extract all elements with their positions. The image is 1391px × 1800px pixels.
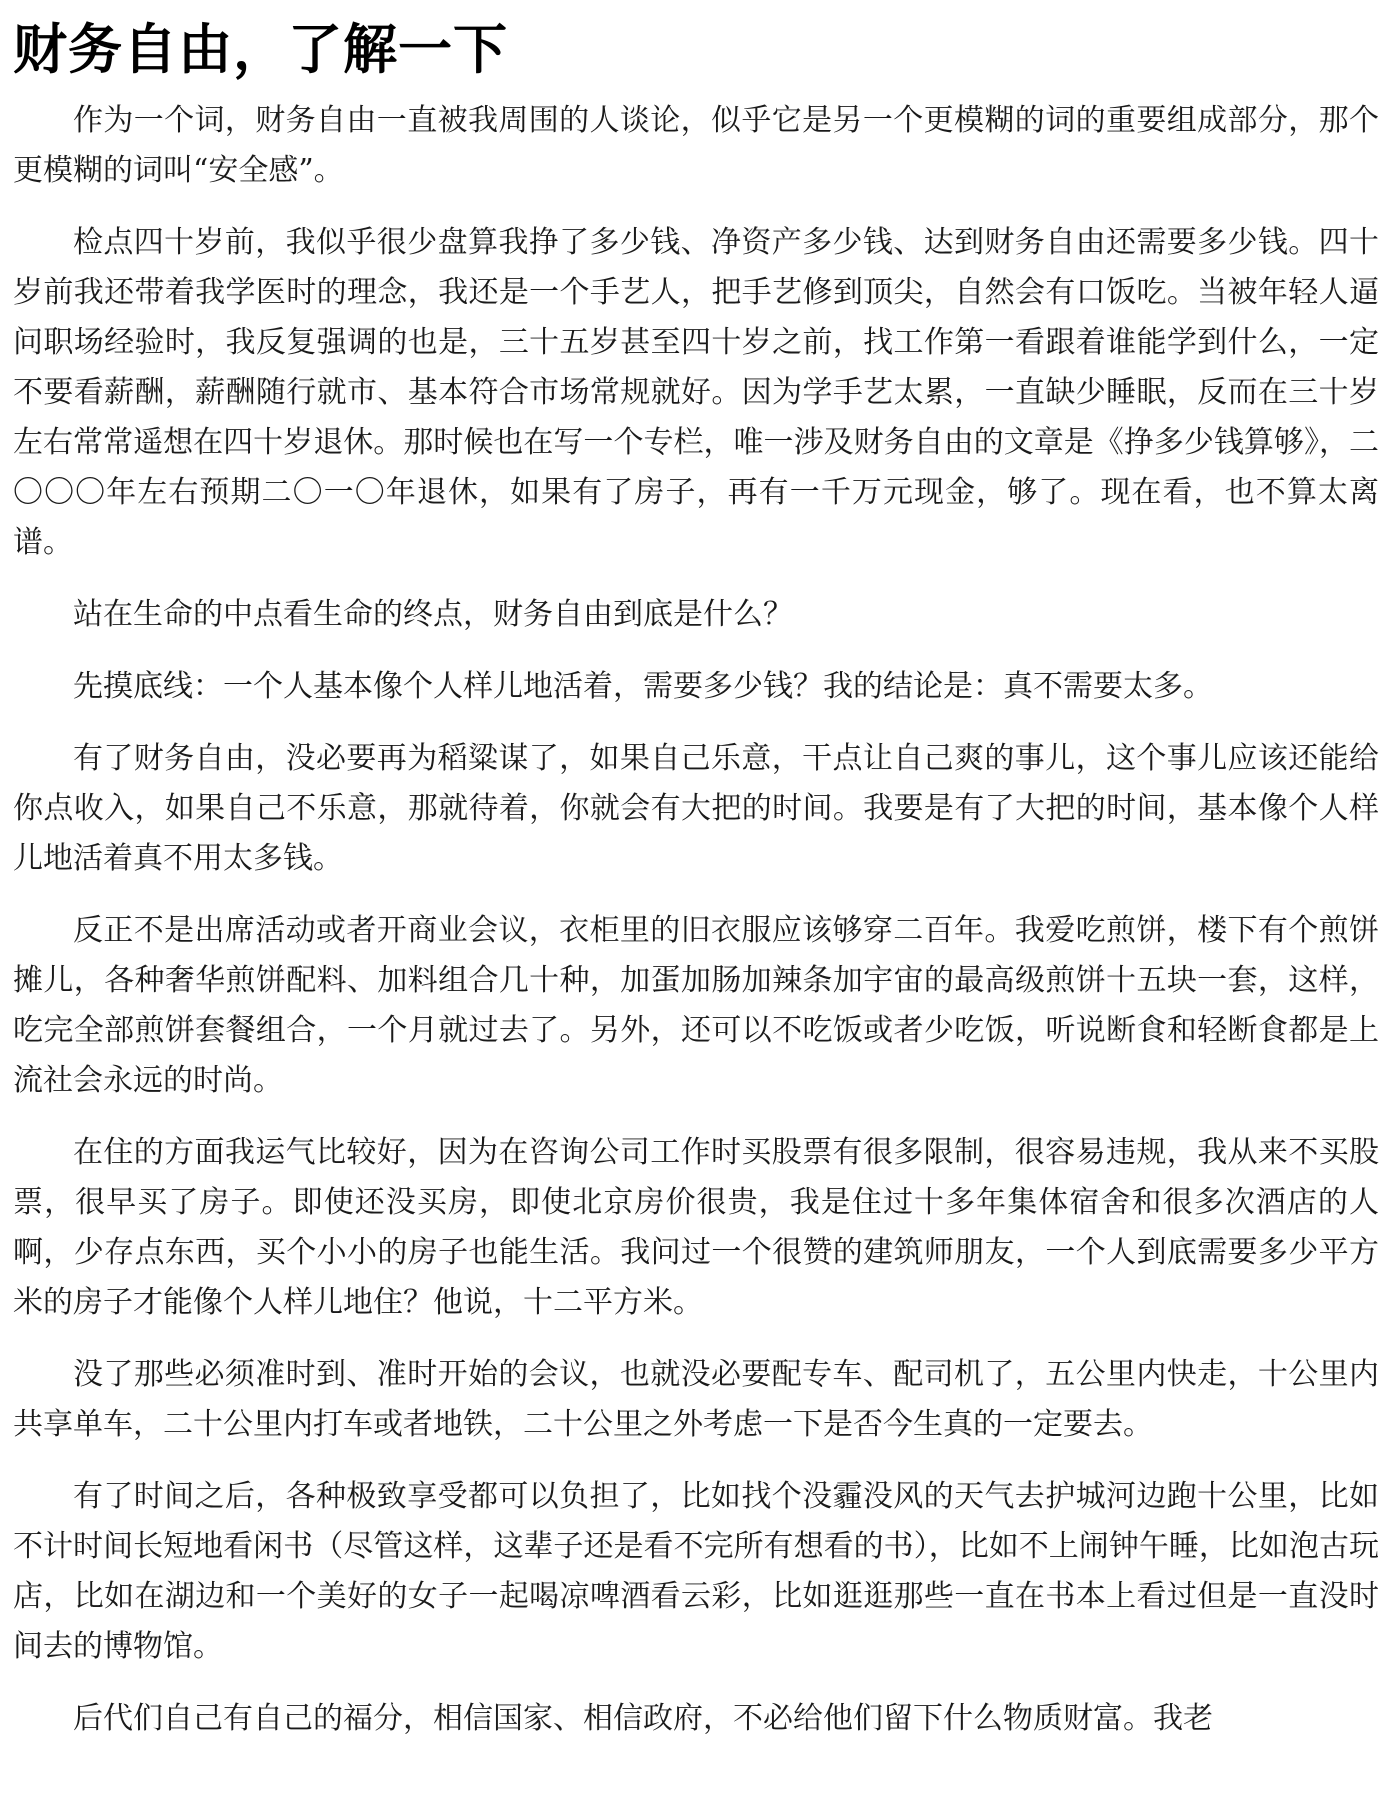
paragraph-10: 后代们自己有自己的福分，相信国家、相信政府，不必给他们留下什么物质财富。我老: [73, 1701, 1213, 1736]
paragraph-8: 没了那些必须准时到、准时开始的会议，也就没必要配专车、配司机了，五公里内快走，十公里内共享单车，二十公里内打车或者地铁，二十公里之外考虑一下是否今生真的一定要去。: [13, 1357, 1379, 1442]
paragraph-9: 有了时间之后，各种极致享受都可以负担了，比如找个没霾没风的天气去护城河边跑十公里，比如不计时间长短地看闲书（尽管这样，这辈子还是看不完所有想看的书），比如不上闹钟午睡，比如泡古玩店，比如在湖边和一个美好的女子一起喝凉啤酒看云彩，比如逛逛那些一直在书本上看过但是一直没时间去的博物馆。: [13, 1479, 1379, 1664]
paragraph-5: 有了财务自由，没必要再为稻粱谋了，如果自己乐意，干点让自己爽的事儿，这个事儿应该还能给你点收入，如果自己不乐意，那就待着，你就会有大把的时间。我要是有了大把的时间，基本像个人样儿地活着真不用太多钱。: [13, 741, 1379, 876]
article-title: 财务自由，了解一下: [13, 18, 508, 81]
paragraph-3: 站在生命的中点看生命的终点，财务自由到底是什么？: [73, 597, 793, 632]
paragraph-1: 作为一个词，财务自由一直被我周围的人谈论，似乎它是另一个更模糊的词的重要组成部分，那个更模糊的词叫“安全感”。: [13, 103, 1379, 188]
paragraph-2: 检点四十岁前，我似乎很少盘算我挣了多少钱、净资产多少钱、达到财务自由还需要多少钱。四十岁前我还带着我学医时的理念，我还是一个手艺人，把手艺修到顶尖，自然会有口饭吃。当被年轻人逼问职场经验时，我反复强调的也是，三十五岁甚至四十岁之前，找工作第一看跟着谁能学到什么，一定不要看薪酬，薪酬随行就市、基本符合市场常规就好。因为学手艺太累，一直缺少睡眠，反而在三十岁左右常常遥想在四十岁退休。那时候也在写一个专栏，唯一涉及财务自由的文章是《挣多少钱算够》，二〇〇〇年左右预期二〇一〇年退休，如果有了房子，再有一千万元现金，够了。现在看，也不算太离谱。: [13, 225, 1379, 560]
document-page: [13, 0, 1379, 1800]
paragraph-4: 先摸底线：一个人基本像个人样儿地活着，需要多少钱？我的结论是：真不需要太多。: [73, 669, 1213, 704]
paragraph-6: 反正不是出席活动或者开商业会议，衣柜里的旧衣服应该够穿二百年。我爱吃煎饼，楼下有个煎饼摊儿，各种奢华煎饼配料、加料组合几十种，加蛋加肠加辣条加宇宙的最高级煎饼十五块一套，这样，吃完全部煎饼套餐组合，一个月就过去了。另外，还可以不吃饭或者少吃饭，听说断食和轻断食都是上流社会永远的时尚。: [13, 913, 1379, 1098]
paragraph-7: 在住的方面我运气比较好，因为在咨询公司工作时买股票有很多限制，很容易违规，我从来不买股票，很早买了房子。即使还没买房，即使北京房价很贵，我是住过十多年集体宿舍和很多次酒店的人啊，少存点东西，买个小小的房子也能生活。我问过一个很赞的建筑师朋友，一个人到底需要多少平方米的房子才能像个人样儿地住？他说，十二平方米。: [13, 1135, 1379, 1320]
